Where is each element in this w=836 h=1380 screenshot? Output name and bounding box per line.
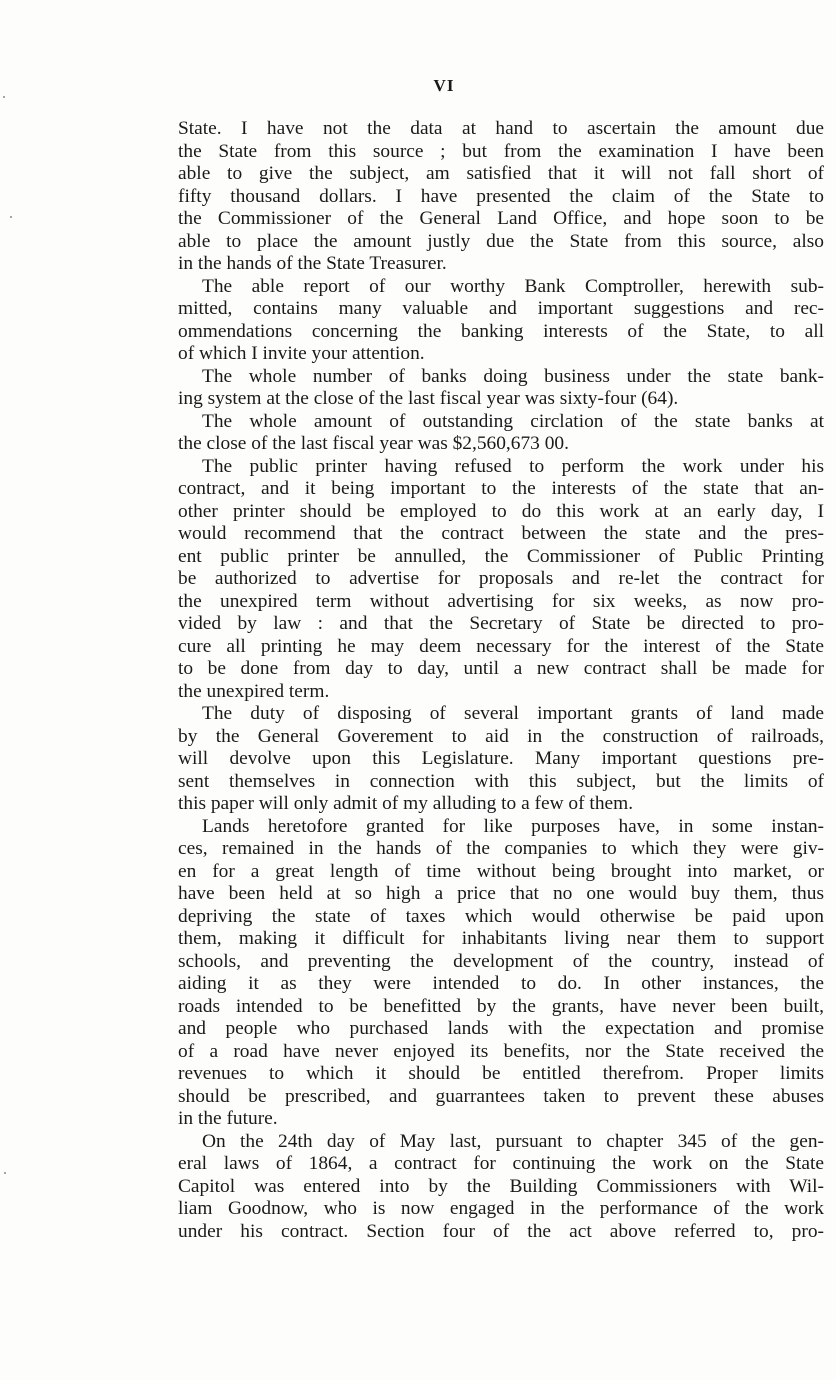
text-line: vided by law : and that the Secretary of State be directed to pro- bbox=[178, 613, 824, 634]
text-line: them, making it difficult for inhabitants living near them to support bbox=[178, 928, 824, 949]
text-line: Capitol was entered into by the Building Commissioners with Wil- bbox=[178, 1175, 824, 1197]
text-line: sent themselves in connection with this subject, but the limits of bbox=[178, 770, 824, 792]
text-line: The public printer having refused to perform the work under his bbox=[202, 455, 824, 477]
text-line: this paper will only admit of my alluding to a few of them. bbox=[178, 793, 634, 814]
text-line: aiding it as they were intended to do. In other instances, the bbox=[178, 973, 824, 994]
text-line: would recommend that the contract between the state and the pres- bbox=[178, 523, 824, 544]
text-line: in the hands of the State Treasurer. bbox=[178, 253, 447, 274]
text-line: fifty thousand dollars. I have presented the claim of the State to bbox=[178, 185, 824, 207]
text-line: cure all printing he may deem necessary for the interest of the State bbox=[178, 635, 824, 657]
text-line: in the future. bbox=[178, 1108, 278, 1129]
scan-speck bbox=[3, 96, 5, 98]
text-line: contract, and it being important to the interests of the state that an- bbox=[178, 478, 824, 499]
text-line: Lands heretofore granted for like purposes have, in some instan- bbox=[202, 815, 824, 837]
text-line: of a road have never enjoyed its benefits, nor the State received the bbox=[178, 1040, 824, 1062]
text-line: have been held at so high a price that no one would buy them, thus bbox=[178, 883, 824, 904]
text-line: liam Goodnow, who is now engaged in the performance of the work bbox=[178, 1198, 824, 1219]
text-line: should be prescribed, and guarrantees taken to prevent these abuses bbox=[178, 1085, 824, 1107]
text-line: under his contract. Section four of the act above referred to, pro- bbox=[178, 1220, 824, 1242]
text-line: the Commissioner of the General Land Office, and hope soon to be bbox=[178, 208, 824, 229]
text-line: roads intended to be benefitted by the grants, have never been built, bbox=[178, 995, 824, 1017]
text-line: be authorized to advertise for proposals and re-let the contract for bbox=[178, 568, 824, 589]
scan-speck bbox=[10, 216, 12, 218]
text-line: by the General Goverement to aid in the construction of railroads, bbox=[178, 725, 824, 747]
text-line: ommendations concerning the banking interests of the State, to all bbox=[178, 320, 824, 342]
text-line: able to give the subject, am satisfied that it will not fall short of bbox=[178, 163, 824, 184]
text-line: to be done from day to day, until a new contract shall be made for bbox=[178, 658, 824, 679]
text-line: On the 24th day of May last, pursuant to chapter 345 of the gen- bbox=[202, 1130, 824, 1152]
scan-speck bbox=[4, 1172, 6, 1174]
text-line: other printer should be employed to do this work at an early day, I bbox=[178, 500, 824, 522]
text-line: revenues to which it should be entitled therefrom. Proper limits bbox=[178, 1063, 824, 1084]
text-line: ces, remained in the hands of the companies to which they were giv- bbox=[178, 838, 824, 859]
page-number: VI bbox=[433, 76, 455, 95]
text-line: of which I invite your attention. bbox=[178, 343, 425, 364]
text-line: The able report of our worthy Bank Comptroller, herewith sub- bbox=[202, 275, 824, 297]
text-line: schools, and preventing the development of the country, instead of bbox=[178, 950, 824, 972]
text-line: will devolve upon this Legislature. Many important questions pre- bbox=[178, 748, 824, 769]
text-line: ing system at the close of the last fiscal year was sixty-four (64). bbox=[178, 388, 679, 409]
text-line: The whole amount of outstanding circlation of the state banks at bbox=[202, 410, 824, 432]
text-line: en for a great length of time without being brought into market, or bbox=[178, 860, 824, 882]
text-line: mitted, contains many valuable and important suggestions and rec- bbox=[178, 298, 824, 319]
text-line: eral laws of 1864, a contract for continuing the work on the State bbox=[178, 1153, 824, 1174]
text-line: depriving the state of taxes which would otherwise be paid upon bbox=[178, 905, 824, 927]
text-line: The whole number of banks doing business under the state bank- bbox=[202, 365, 824, 387]
text-line: the unexpired term without advertising for six weeks, as now pro- bbox=[178, 590, 824, 612]
text-line: The duty of disposing of several important grants of land made bbox=[202, 703, 824, 724]
text-line: and people who purchased lands with the expectation and promise bbox=[178, 1018, 824, 1039]
body-text bbox=[178, 118, 824, 1243]
text-line: the unexpired term. bbox=[178, 680, 330, 702]
text-line: the close of the last fiscal year was $2,560,673 00. bbox=[178, 433, 569, 454]
text-line: able to place the amount justly due the State from this source, also bbox=[178, 230, 824, 252]
text-line: the State from this source ; but from the examination I have been bbox=[178, 140, 824, 162]
text-line: State. I have not the data at hand to ascertain the amount due bbox=[178, 118, 824, 139]
text-line: ent public printer be annulled, the Commissioner of Public Printing bbox=[178, 545, 824, 567]
